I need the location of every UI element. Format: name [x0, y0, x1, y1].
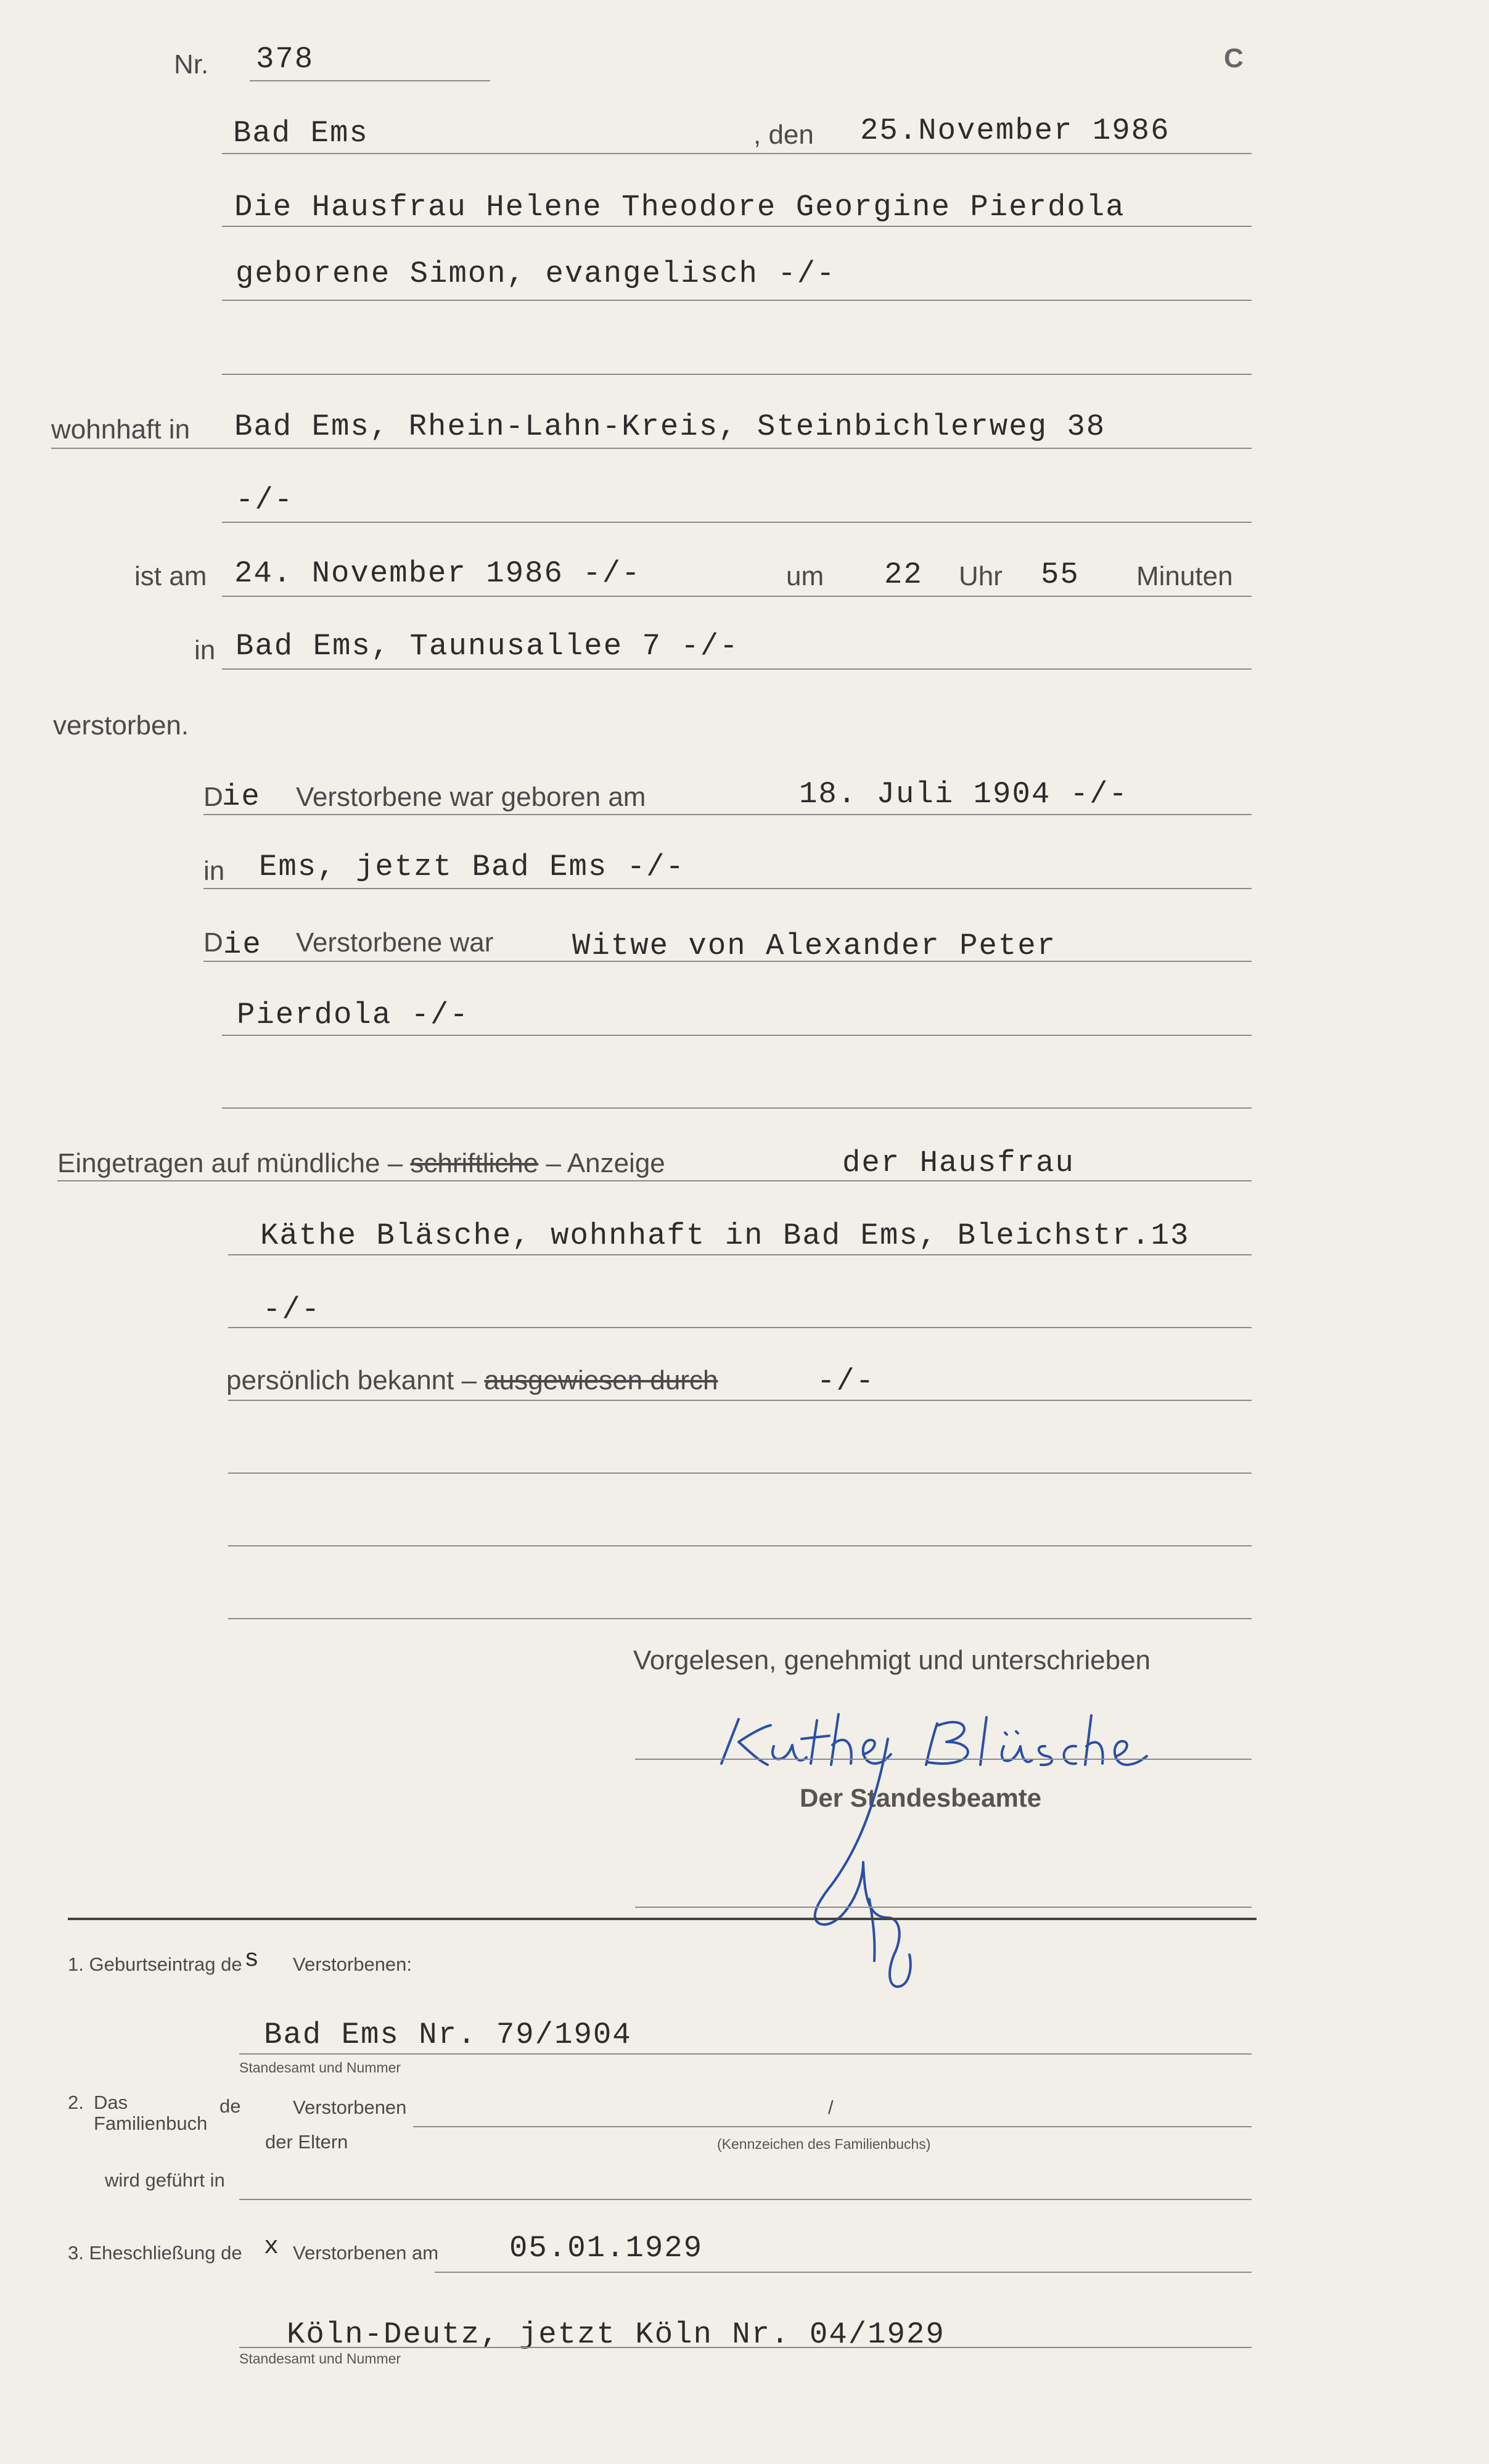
rule [222, 226, 1252, 227]
rule [435, 2272, 1252, 2273]
death-label: ist am [134, 561, 207, 591]
marital-label: Verstorbene war [296, 927, 494, 958]
born-label: Verstorbene war geboren am [296, 782, 646, 812]
item3-date: 05.01.1929 [509, 2231, 703, 2265]
registration-label-end: – Anzeige [546, 1148, 665, 1178]
rule [222, 596, 1252, 597]
registrar-label: Der Standesbeamte [800, 1783, 1042, 1812]
rule [228, 1472, 1252, 1474]
rule [228, 1327, 1252, 1328]
rule [222, 1035, 1252, 1036]
rule [222, 153, 1252, 154]
marital-d-label: D [203, 927, 223, 958]
rule [228, 1400, 1252, 1401]
rule [635, 1907, 1252, 1908]
series-letter: C [1224, 43, 1244, 73]
marital-line-2: Pierdola -/- [237, 998, 469, 1032]
rule [239, 2199, 1252, 2200]
item3-place: Köln-Deutz, jetzt Köln Nr. 04/1929 [287, 2317, 945, 2352]
rule [228, 1254, 1252, 1255]
item2-label: Familienbuch [94, 2113, 208, 2134]
date-label: , den [753, 120, 814, 150]
nr-label: Nr. [174, 49, 209, 80]
item3-suffix: Verstorbenen am [293, 2242, 439, 2264]
death-date: 24. November 1986 -/- [234, 556, 641, 591]
place: Bad Ems [233, 116, 369, 150]
born-in-label: in [203, 856, 225, 886]
item2-das: Das [94, 2092, 128, 2113]
item2-de: de [219, 2095, 241, 2117]
registration-label-start: Eingetragen auf mündliche – [57, 1148, 403, 1178]
death-place: Bad Ems, Taunusallee 7 -/- [236, 629, 739, 663]
in-label: in [194, 635, 216, 665]
rule [413, 2126, 1252, 2127]
section-divider [68, 1918, 1257, 1920]
rule [51, 448, 1252, 449]
known-label [226, 1365, 718, 1396]
known-end: -/- [817, 1364, 876, 1398]
item1-label: 1. Geburtseintrag de [68, 1953, 242, 1975]
verstorben-label: verstorben. [53, 710, 189, 741]
registration-struck: schriftliche [410, 1148, 539, 1178]
birth-ie: ie [222, 779, 261, 814]
minuten-label: Minuten [1136, 561, 1233, 591]
rule [228, 1618, 1252, 1619]
standesamt-label-1: Standesamt und Nummer [239, 2059, 401, 2076]
item3-typed: x [264, 2233, 281, 2261]
item1-suffix: Verstorbenen: [293, 1953, 412, 1975]
informant-signature [709, 1708, 1153, 1782]
item2-opt2: der Eltern [265, 2131, 348, 2153]
item2-slash: / [828, 2096, 834, 2118]
item2-num: 2. [68, 2092, 84, 2113]
item2-kennzeichen: (Kennzeichen des Familienbuchs) [717, 2136, 931, 2152]
rule [203, 814, 1252, 815]
born-date: 18. Juli 1904 -/- [799, 777, 1128, 811]
residence-line-1: Bad Ems, Rhein-Lahn-Kreis, Steinbichlerweg 38 [234, 409, 1106, 444]
birth-d-label: D [203, 782, 223, 812]
item2-opt1: Verstorbenen [293, 2096, 407, 2118]
registrar-signature [795, 1733, 931, 1992]
item3-label: 3. Eheschließung de [68, 2242, 242, 2264]
known-label-start: persönlich bekannt – [226, 1365, 477, 1395]
nr-value: 378 [256, 42, 314, 76]
born-place: Ems, jetzt Bad Ems -/- [259, 850, 685, 884]
rule [222, 522, 1252, 523]
read-label: Vorgelesen, genehmigt und unterschrieben [633, 1645, 1151, 1675]
deceased-line-2: geborene Simon, evangelisch -/- [236, 257, 836, 291]
um-label: um [786, 561, 824, 591]
rule [635, 1759, 1252, 1760]
rule [222, 300, 1252, 301]
rule [222, 374, 1252, 375]
rule [228, 1545, 1252, 1546]
deceased-line-1: Die Hausfrau Helene Theodore Georgine Pierdola [234, 190, 1125, 224]
rule [239, 2053, 1252, 2055]
bleed-through [814, 43, 1430, 2386]
item2-wird: wird geführt in [105, 2169, 225, 2191]
item1-value: Bad Ems Nr. 79/1904 [264, 2018, 632, 2052]
rule [57, 1180, 1252, 1181]
residence-label: wohnhaft in [51, 414, 191, 445]
uhr-label: Uhr [959, 561, 1003, 591]
marital-ie: ie [223, 927, 262, 962]
rule [239, 2347, 1252, 2348]
informant-line-2: Käthe Bläsche, wohnhaft in Bad Ems, Bleichstr.13 [260, 1218, 1190, 1253]
item1-typed: s [244, 1946, 261, 1974]
rule [222, 668, 1252, 670]
standesamt-label-2: Standesamt und Nummer [239, 2351, 401, 2367]
informant-line-3: -/- [263, 1292, 321, 1327]
date-value: 25.November 1986 [860, 113, 1170, 148]
marital-line-1: Witwe von Alexander Peter [572, 929, 1057, 963]
rule [203, 961, 1252, 962]
residence-line-2: -/- [236, 483, 294, 517]
known-struck: ausgewiesen durch [484, 1365, 718, 1395]
registration-label [57, 1148, 665, 1179]
informant-line-1: der Hausfrau [842, 1146, 1075, 1180]
death-minutes: 55 [1041, 557, 1080, 592]
rule [203, 888, 1252, 889]
rule [250, 80, 490, 81]
rule [222, 1107, 1252, 1109]
death-hour: 22 [884, 557, 923, 592]
